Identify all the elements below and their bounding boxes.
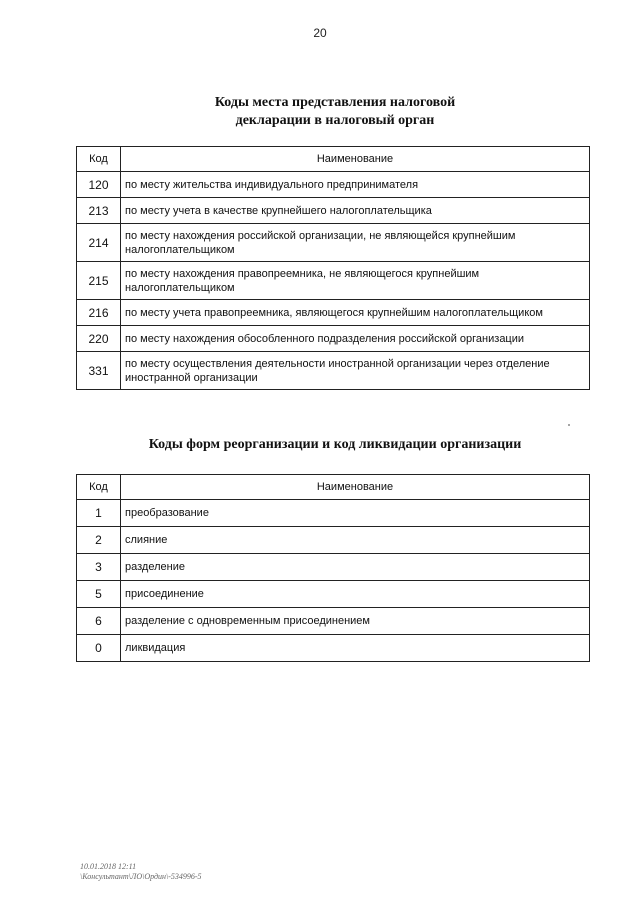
table-row [77, 262, 590, 300]
row-code: 3 [77, 554, 121, 581]
page-number: 20 [313, 26, 327, 40]
row-name: преобразование [121, 500, 590, 527]
row-code: 215 [77, 262, 121, 300]
row-name: по месту учета правопреемника, являющегося крупнейшим налогоплательщиком [121, 300, 590, 326]
header-name: Наименование [121, 475, 590, 500]
row-name: слияние [121, 527, 590, 554]
row-name: разделение с одновременным присоединением [121, 608, 590, 635]
table-row [77, 500, 590, 527]
scan-speck [568, 424, 570, 426]
table-row [77, 554, 590, 581]
row-code: 120 [77, 172, 121, 198]
header-code: Код [77, 475, 121, 500]
row-name: по месту нахождения российской организации, не являющейся крупнейшим налогоплательщиком [121, 224, 590, 262]
header-code: Код [77, 147, 121, 172]
header-name: Наименование [121, 147, 590, 172]
row-code: 2 [77, 527, 121, 554]
row-name: по месту осуществления деятельности иностранной организации через отделение иностранной организации [121, 352, 590, 390]
place-codes-table [76, 146, 590, 390]
footer-timestamp: 10.01.2018 12:11 [80, 862, 137, 871]
table-row [77, 527, 590, 554]
row-code: 331 [77, 352, 121, 390]
row-code: 213 [77, 198, 121, 224]
row-name: по месту жительства индивидуального предпринимателя [121, 172, 590, 198]
table-header-row [77, 147, 590, 172]
reorganization-codes-table [76, 474, 590, 662]
footer-path: \Консультант\ЛО\Ордин\-534996-5 [80, 872, 202, 881]
table-row [77, 581, 590, 608]
row-code: 214 [77, 224, 121, 262]
row-name: ликвидация [121, 635, 590, 662]
section1-title-line2: декларации в налоговый орган [235, 113, 435, 128]
table-header-row [77, 475, 590, 500]
section2-title: Коды форм реорганизации и код ликвидации организации [148, 437, 522, 452]
table-row [77, 326, 590, 352]
table-row [77, 352, 590, 390]
table-row [77, 172, 590, 198]
row-name: по месту нахождения правопреемника, не являющегося крупнейшим налогоплательщиком [121, 262, 590, 300]
row-code: 216 [77, 300, 121, 326]
table-row [77, 224, 590, 262]
row-name: по месту учета в качестве крупнейшего налогоплательщика [121, 198, 590, 224]
row-name: разделение [121, 554, 590, 581]
table-row [77, 635, 590, 662]
row-code: 5 [77, 581, 121, 608]
document-footer [80, 862, 202, 882]
section1-title [40, 94, 630, 130]
row-code: 1 [77, 500, 121, 527]
row-name: присоединение [121, 581, 590, 608]
table-row [77, 198, 590, 224]
row-code: 6 [77, 608, 121, 635]
section1-title-line1: Коды места представления налоговой [214, 95, 456, 110]
table-row [77, 608, 590, 635]
table-row [77, 300, 590, 326]
row-code: 220 [77, 326, 121, 352]
row-code: 0 [77, 635, 121, 662]
row-name: по месту нахождения обособленного подразделения российской организации [121, 326, 590, 352]
